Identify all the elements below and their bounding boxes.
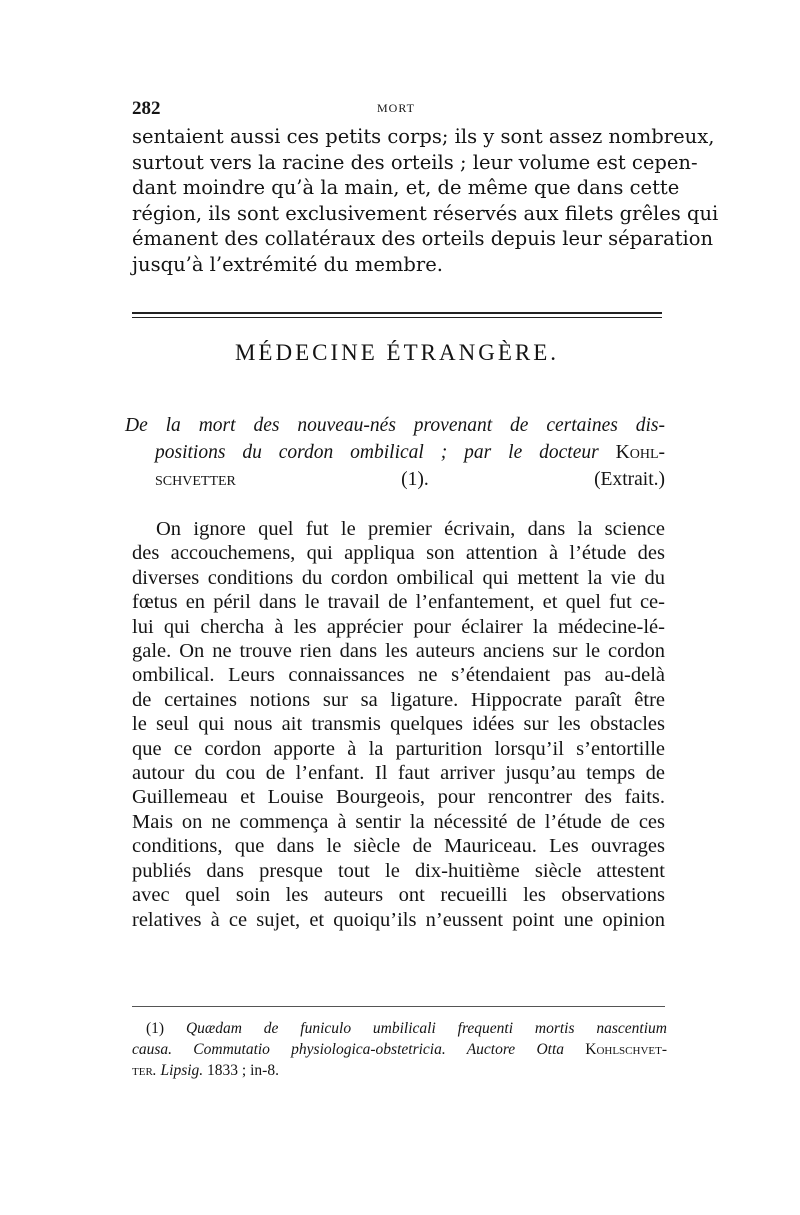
text-line: avec quel soin les auteurs ont recueilli les observations	[132, 884, 665, 907]
text-line: On ignore quel fut le premier écrivain, dans la science	[156, 518, 665, 540]
footnote	[132, 1018, 667, 1081]
text-line: des accouchemens, qui appliqua son attention à l’étude des	[132, 542, 665, 565]
text-line: ombilical. Leurs connaissances ne s’étendaient pas au-delà	[132, 664, 665, 687]
text-line: jusqu’à l’extrémité du membre.	[132, 252, 443, 276]
text-line: relatives à ce sujet, et quoiqu’ils n’eussent point une opinion	[132, 908, 665, 931]
footnote-text: Quædam de funiculo umbilicali frequenti mortis nascentium	[185, 1020, 667, 1037]
text-line: le seul qui nous ait transmis quelques idées sur les obstacles	[132, 713, 665, 736]
running-head: MORT	[377, 101, 415, 115]
footnote-divider	[132, 1006, 665, 1007]
text-line: diverses conditions du cordon ombilical qui mettent la vie du	[132, 566, 665, 589]
footnote-text: 1833 ; in-8.	[207, 1062, 279, 1079]
text-line: publiés dans presque tout le dix-huitième siècle attestent	[132, 859, 665, 882]
article-title-line: De la mort des nouveau-nés provenant de certaines dis-	[125, 415, 665, 436]
article-title-line	[125, 439, 665, 466]
text-line: dant moindre qu’à la main, et, de même que dans cette	[132, 176, 680, 200]
text-line: surtout vers la racine des orteils ; leur volume est cepen-	[132, 150, 698, 174]
text-line: fœtus en péril dans le travail de l’enfantement, et quel fut ce-	[132, 591, 665, 614]
article-note: (1). (Extrait.)	[235, 469, 665, 490]
footnote-line	[132, 1018, 667, 1039]
text-line: Mais on ne commença à sentir la nécessité de l’étude de ces	[132, 810, 665, 833]
body-paragraph	[132, 517, 665, 932]
text-line: région, ils sont exclusivement réservés aux filets grêles qui	[132, 201, 719, 225]
text-line: émanent des collatéraux des orteils depuis leur séparation	[132, 227, 714, 251]
text-line: que ce cordon apporte à la parturition lorsqu’il s’entortille	[132, 737, 665, 760]
article-author: schvetter	[155, 469, 236, 490]
footnote-author: ter	[132, 1062, 153, 1079]
article-title-text: positions du cordon ombilical ; par le docteur	[155, 442, 616, 463]
text-line: lui qui chercha à les apprécier pour éclairer la médecine-lé-	[132, 615, 665, 638]
text-line: Guillemeau et Louise Bourgeois, pour rencontrer des faits.	[132, 786, 665, 809]
footnote-text: causa. Commutatio physiologica-obstetricia. Auctore Otta	[132, 1041, 586, 1058]
footnote-author: Kohlschvet-	[585, 1041, 667, 1058]
footnote-line	[132, 1039, 667, 1060]
footnote-line	[132, 1060, 667, 1081]
text-line: autour du cou de l’enfant. Il faut arriver jusqu’au temps de	[132, 762, 665, 785]
text-line: gale. On ne trouve rien dans les auteurs anciens sur le cordon	[132, 640, 665, 663]
text-line: de certaines notions sur sa ligature. Hippocrate paraît être	[132, 688, 665, 711]
footnote-text: . Lipsig.	[152, 1062, 208, 1079]
footnote-marker: (1)	[146, 1020, 186, 1037]
page-header	[132, 98, 665, 120]
text-line: conditions, que dans le siècle de Mauriceau. Les ouvrages	[132, 835, 665, 858]
text-line: sentaient aussi ces petits corps; ils y sont assez nombreux,	[132, 125, 715, 148]
article-title-line	[125, 466, 665, 493]
article-author: Kohl-	[615, 442, 665, 463]
section-title: MÉDECINE ÉTRANGÈRE.	[234, 340, 560, 365]
article-title	[125, 412, 665, 493]
carry-over-paragraph	[132, 124, 719, 278]
section-divider-thin	[132, 317, 662, 318]
page-number: 282	[132, 98, 161, 119]
section-divider	[132, 312, 662, 314]
